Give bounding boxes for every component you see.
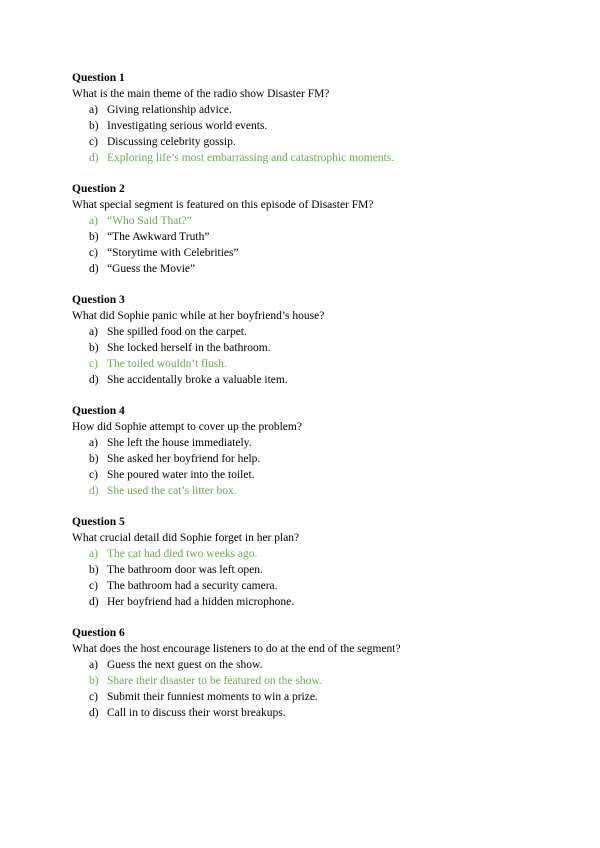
option-text: Share their disaster to be featured on the show. xyxy=(107,675,322,687)
answer-option-correct xyxy=(72,213,542,229)
option-text: “The Awkward Truth” xyxy=(107,231,210,243)
answer-option xyxy=(72,594,542,610)
option-text: She accidentally broke a valuable item. xyxy=(107,374,288,386)
option-letter: b) xyxy=(89,675,99,687)
answer-option xyxy=(72,245,542,261)
option-text: The bathroom door was left open. xyxy=(107,564,263,576)
answer-options xyxy=(72,102,542,166)
question-text: What is the main theme of the radio show Disaster FM? xyxy=(72,88,330,100)
option-text: “Guess the Movie” xyxy=(107,263,196,275)
option-text: The toiled wouldn’t flush. xyxy=(107,358,227,370)
answer-option xyxy=(72,435,542,451)
quiz-document xyxy=(72,70,542,736)
option-text: Her boyfriend had a hidden microphone. xyxy=(107,596,295,608)
answer-option xyxy=(72,689,542,705)
answer-option xyxy=(72,118,542,134)
option-text: She asked her boyfriend for help. xyxy=(107,453,261,465)
option-text: She spilled food on the carpet. xyxy=(107,326,247,338)
answer-option xyxy=(72,340,542,356)
question-block-5 xyxy=(72,514,542,610)
answer-option xyxy=(72,705,542,721)
question-title: Question 4 xyxy=(72,405,125,417)
option-letter: a) xyxy=(89,104,98,116)
question-block-6 xyxy=(72,625,542,721)
option-letter: b) xyxy=(89,453,99,465)
option-letter: d) xyxy=(89,596,99,608)
question-text: What crucial detail did Sophie forget in her plan? xyxy=(72,532,300,544)
option-text: She used the cat’s litter box. xyxy=(107,485,237,497)
option-letter: a) xyxy=(89,437,98,449)
option-letter: d) xyxy=(89,707,99,719)
answer-option-correct xyxy=(72,356,542,372)
answer-option xyxy=(72,657,542,673)
option-letter: d) xyxy=(89,152,99,164)
answer-options xyxy=(72,657,542,721)
option-letter: b) xyxy=(89,342,99,354)
question-title: Question 6 xyxy=(72,627,125,639)
option-letter: c) xyxy=(89,469,98,481)
option-text: She left the house immediately. xyxy=(107,437,252,449)
answer-option-correct xyxy=(72,673,542,689)
question-title: Question 1 xyxy=(72,72,125,84)
question-text: What special segment is featured on this episode of Disaster FM? xyxy=(72,199,374,211)
option-letter: a) xyxy=(89,548,98,560)
question-title: Question 5 xyxy=(72,516,125,528)
option-text: Giving relationship advice. xyxy=(107,104,232,116)
question-text: What did Sophie panic while at her boyfriend’s house? xyxy=(72,310,325,322)
answer-options xyxy=(72,435,542,499)
option-letter: a) xyxy=(89,326,98,338)
answer-options xyxy=(72,546,542,610)
option-text: She locked herself in the bathroom. xyxy=(107,342,271,354)
option-letter: a) xyxy=(89,215,98,227)
option-letter: b) xyxy=(89,231,99,243)
question-text: How did Sophie attempt to cover up the problem? xyxy=(72,421,302,433)
answer-option xyxy=(72,451,542,467)
option-letter: c) xyxy=(89,358,98,370)
answer-option xyxy=(72,261,542,277)
option-letter: c) xyxy=(89,580,98,592)
option-text: The bathroom had a security camera. xyxy=(107,580,278,592)
answer-option xyxy=(72,134,542,150)
option-text: “Storytime with Celebrities” xyxy=(107,247,239,259)
answer-option-correct xyxy=(72,150,542,166)
answer-option xyxy=(72,562,542,578)
answer-option xyxy=(72,578,542,594)
question-block-2 xyxy=(72,181,542,277)
option-letter: b) xyxy=(89,564,99,576)
option-letter: d) xyxy=(89,263,99,275)
answer-options xyxy=(72,324,542,388)
option-text: The cat had died two weeks ago. xyxy=(107,548,258,560)
option-text: Investigating serious world events. xyxy=(107,120,268,132)
option-letter: d) xyxy=(89,485,99,497)
answer-option xyxy=(72,372,542,388)
answer-options xyxy=(72,213,542,277)
option-text: Discussing celebrity gossip. xyxy=(107,136,236,148)
option-text: “Who Said That?” xyxy=(107,215,192,227)
question-title: Question 2 xyxy=(72,183,125,195)
answer-option-correct xyxy=(72,483,542,499)
answer-option-correct xyxy=(72,546,542,562)
answer-option xyxy=(72,467,542,483)
question-block-1 xyxy=(72,70,542,166)
option-letter: a) xyxy=(89,659,98,671)
option-text: Guess the next guest on the show. xyxy=(107,659,263,671)
option-letter: c) xyxy=(89,691,98,703)
option-letter: b) xyxy=(89,120,99,132)
option-letter: d) xyxy=(89,374,99,386)
answer-option xyxy=(72,229,542,245)
question-text: What does the host encourage listeners to do at the end of the segment? xyxy=(72,643,401,655)
question-title: Question 3 xyxy=(72,294,125,306)
option-letter: c) xyxy=(89,247,98,259)
option-text: She poured water into the toilet. xyxy=(107,469,255,481)
option-letter: c) xyxy=(89,136,98,148)
question-block-4 xyxy=(72,403,542,499)
answer-option xyxy=(72,102,542,118)
option-text: Submit their funniest moments to win a prize. xyxy=(107,691,318,703)
question-block-3 xyxy=(72,292,542,388)
option-text: Call in to discuss their worst breakups. xyxy=(107,707,286,719)
option-text: Exploring life’s most embarrassing and catastrophic moments. xyxy=(107,152,395,164)
answer-option xyxy=(72,324,542,340)
